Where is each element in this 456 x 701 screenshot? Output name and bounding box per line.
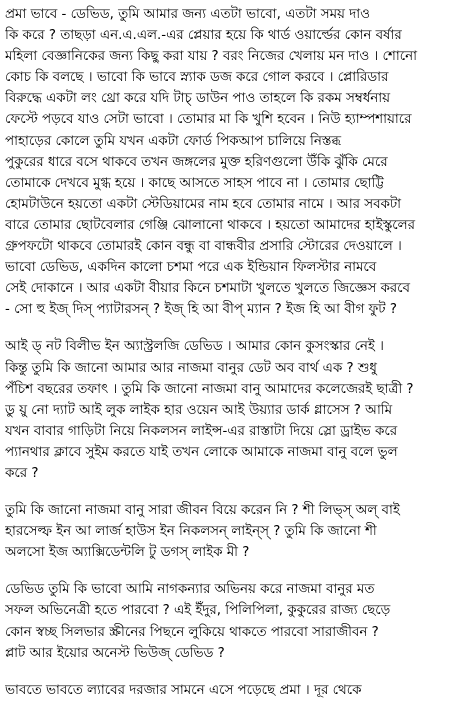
paragraph-gap (5, 563, 451, 579)
text-line: কোচ কি বলছে । ভাবো কি ভাবে স্ন্যাক ডজ করে গোল করবে । প্লোরিডার (5, 70, 389, 86)
text-line: ডেভিড তুমি কি ভাবো আমি নাগকন্যার অভিনয় করে নাজমা বানুর মত (5, 582, 375, 598)
text-line: তোমাকে দেখবে মুগ্ধ হয়ে । কাছে আসতে সাহস পাবে না । তোমার ছোট্টি (5, 175, 384, 191)
text-line: গ্রুপফটো থাকবে তোমারই কোন বন্ধু বা বান্ধবীর প্রসারি স্টোরের দেওয়ালে । (5, 239, 402, 255)
text-line: সফল অভিনেত্রী হতে পারবো ? এই ইঁদুর, পিলিপিলা, কুকুরের রাজ্য ছেড়ে (5, 603, 391, 619)
text-line: সেই দোকানে । আর একটা বীয়ার কিনে চশমাটা খুলতে খুলতে জিজ্ঞেস করবে (5, 281, 411, 297)
paragraph-4 (5, 579, 451, 663)
paragraph-gap (5, 484, 451, 500)
text-line: ফেস্টে পড়বে যাও সেটা ভাবো । তোমার মা কি খুশি হবেন । নিউ হ্যাম্পশায়ারে (5, 112, 412, 128)
text-line: প্লাট আর ইয়োর অনেস্ট ভিউজ্ ডেভিড ? (5, 645, 225, 661)
paragraph-5 (5, 680, 451, 701)
text-line: পুকুরের ধারে বসে থাকবে তখন জঙ্গলের মুক্ত হরিণগুলো উঁকি ঝুঁকি মেরে (5, 154, 388, 170)
text-line: বারে তোমার ছোটবেলার গেঞ্জি ঝোলানো থাকবে । হয়তো আমাদের হাইস্কুলের (5, 217, 416, 233)
text-line: ভাবতে ভাবতে ল্যাবের দরজার সামনে এসে পড়েছে প্রমা । দূর থেকে (5, 682, 362, 698)
paragraph-3 (5, 500, 451, 563)
text-line: হোমটাউনে হয়তো একটা স্টেডিয়ামের নাম হবে তোমার নামে । আর সবকটা (5, 196, 402, 212)
text-line: তুমি কি জানো নাজমা বানু সারা জীবন বিয়ে করেন নি ? শী লিভ্স্ অল্ বাই (5, 503, 400, 519)
paragraph-1 (5, 4, 451, 320)
text-line: হারসেল্ফ ইন আ লার্জ হাউস ইন নিকলসন্ লাইন্স্ ? তুমি কি জানো শী (5, 524, 377, 540)
text-line: মহিলা বেজ্ঞানিকের জন্য কিছু করা যায় ? বরং নিজের খেলায় মন দাও । শোনো (5, 49, 417, 65)
text-line: প্রমা ভাবে - ডেভিড, তুমি আমার জন্য এতটা ভাবো, এতটা সময় দাও (5, 7, 370, 22)
text-line: যখন বাবার গাড়িটা নিয়ে নিকলসন লাইন্স-এর রাস্তাটা দিয়ে স্লো ড্রাইভ করে (5, 423, 398, 439)
paragraph-gap (5, 664, 451, 680)
paragraph-gap (5, 320, 451, 336)
paragraph-2 (5, 336, 451, 484)
text-line: ভাবো ডেভিড, একদিন কালো চশমা পরে এক ইন্ডিয়ান ফিলস্টার নামবে (5, 260, 377, 276)
text-line: করে ? (5, 465, 39, 481)
text-line: প্যানথার ক্লাবে সুইম করতে যাই তখন লোকে আমাকে নাজমা বানু বলে ভুল (5, 444, 398, 460)
text-line: ডু য়ু নো দ্যাট আই লুক লাইক হার ওয়েন আই উয়্যার ডার্ক গ্লাসেস ? আমি (5, 402, 393, 418)
text-line: কিন্তু তুমি কি জানো আমার আর নাজমা বানুর ডেট অব বার্থ এক ? শুধু (5, 360, 377, 376)
text-line: কোন স্বচ্ছ সিলভার স্ক্রীনের পিছনে লুকিয়ে থাকতে পারবো সারাজীবন ? (5, 624, 379, 640)
text-line: বিরুদ্ধে একটা লং থ্রো করে যদি টাচ্ ডাউন পাও তাহলে কি রকম সম্বর্ধনায় (5, 91, 390, 107)
text-line: অলসো ইজ অ্যাক্সিডেন্টলি টু ডগস্ লাইক মী ? (5, 545, 250, 561)
text-line: পঁচিশ বছরের তফাৎ । তুমি কি জানো নাজমা বানু আমাদের কলেজেরই ছাত্রী ? (5, 381, 414, 397)
text-line: - সো হু ইজ্ দিস্ প্যাটারসন্ ? ইজ্ হি আ বীপ্ ম্যান ? ইজ হি আ বীগ ফুট ? (5, 302, 397, 318)
text-line: পাহাড়ের কোলে তুমি যখন একটা ফোর্ড পিকআপ চালিয়ে নিস্তব্ধ (5, 133, 342, 149)
text-line: আই ড্ নট বিলীভ ইন অ্যাস্ট্রলজি ডেভিড । আমার কোন কুসংস্কার নেই । (5, 339, 384, 355)
text-line: কি করে ? তাছড়া এন.এ.এল.-এর প্লেয়ার হয়ে কি থার্ড ওয়ার্ল্ডের কোন বর্ষার (5, 28, 402, 44)
